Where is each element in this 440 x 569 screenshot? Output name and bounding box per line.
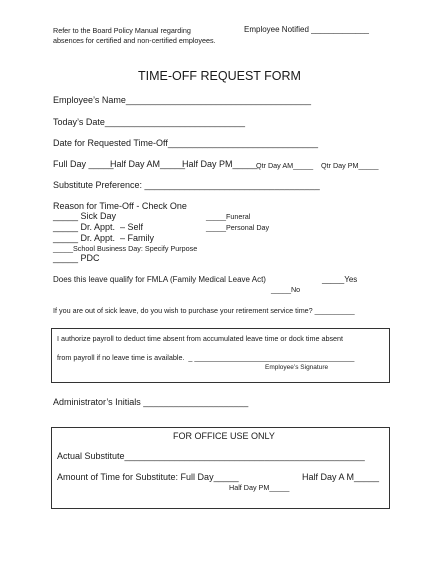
half-day-pm-field[interactable]: Half Day PM_____ <box>182 159 258 169</box>
employee-name-field[interactable]: Employee’s Name_____________________________________ <box>53 95 312 105</box>
substitute-half-day-pm-field[interactable]: Half Day PM_____ <box>229 483 290 492</box>
authorization-box <box>51 328 390 383</box>
fmla-yes-field[interactable]: _____Yes <box>322 275 358 284</box>
form-title: TIME-OFF REQUEST FORM <box>138 69 301 83</box>
substitute-preference-field[interactable]: Substitute Preference: ___________________________________ <box>53 180 320 190</box>
substitute-half-day-am-field[interactable]: Half Day A M_____ <box>302 472 380 482</box>
office-use-box <box>51 427 390 509</box>
reason-dr-appt-family[interactable]: _____ Dr. Appt. – Family <box>53 233 155 243</box>
half-day-am-field[interactable]: Half Day AM_____ <box>110 159 186 169</box>
reason-heading: Reason for Time-Off - Check One <box>53 201 187 211</box>
administrator-initials-field[interactable]: Administrator’s Initials _____________________ <box>53 397 249 407</box>
fmla-question: Does this leave qualify for FMLA (Family Medical Leave Act) <box>53 275 266 284</box>
sick-leave-question[interactable]: If you are out of sick leave, do you wish to purchase your retirement service time? __________ <box>53 306 355 315</box>
reason-funeral[interactable]: _____Funeral <box>206 212 251 221</box>
actual-substitute-field[interactable]: Actual Substitute________________________________________________ <box>57 451 365 461</box>
reason-school-business[interactable]: _____School Business Day: Specify Purpose <box>53 244 198 253</box>
todays-date-field[interactable]: Today’s Date____________________________ <box>53 117 246 127</box>
reason-sick-day[interactable]: _____ Sick Day <box>53 211 117 221</box>
signature-label: Employee’s Signature <box>265 364 329 371</box>
policy-note-line-2: absences for certified and non-certified employees. <box>53 36 216 45</box>
substitute-full-day-field[interactable]: Amount of Time for Substitute: Full Day_____ <box>57 472 239 482</box>
requested-date-field[interactable]: Date for Requested Time-Off______________________________ <box>53 138 319 148</box>
full-day-field[interactable]: Full Day _____ <box>53 159 114 169</box>
reason-personal-day[interactable]: _____Personal Day <box>206 223 270 232</box>
qtr-day-am-field[interactable]: Qtr Day AM_____ <box>256 161 314 170</box>
employee-notified-field[interactable]: Employee Notified _____________ <box>244 25 369 34</box>
authorization-line-1: I authorize payroll to deduct time absent from accumulated leave time or dock time absent <box>57 334 344 343</box>
qtr-day-pm-field[interactable]: Qtr Day PM_____ <box>321 161 379 170</box>
authorization-signature-field[interactable]: from payroll if no leave time is available. _ ________________________________________ <box>57 353 355 362</box>
reason-pdc[interactable]: _____ PDC <box>53 253 100 263</box>
fmla-no-field[interactable]: _____No <box>271 285 301 294</box>
office-use-heading: FOR OFFICE USE ONLY <box>173 431 275 441</box>
policy-note-line-1: Refer to the Board Policy Manual regarding <box>53 26 191 35</box>
reason-dr-appt-self[interactable]: _____ Dr. Appt. – Self <box>53 222 144 232</box>
